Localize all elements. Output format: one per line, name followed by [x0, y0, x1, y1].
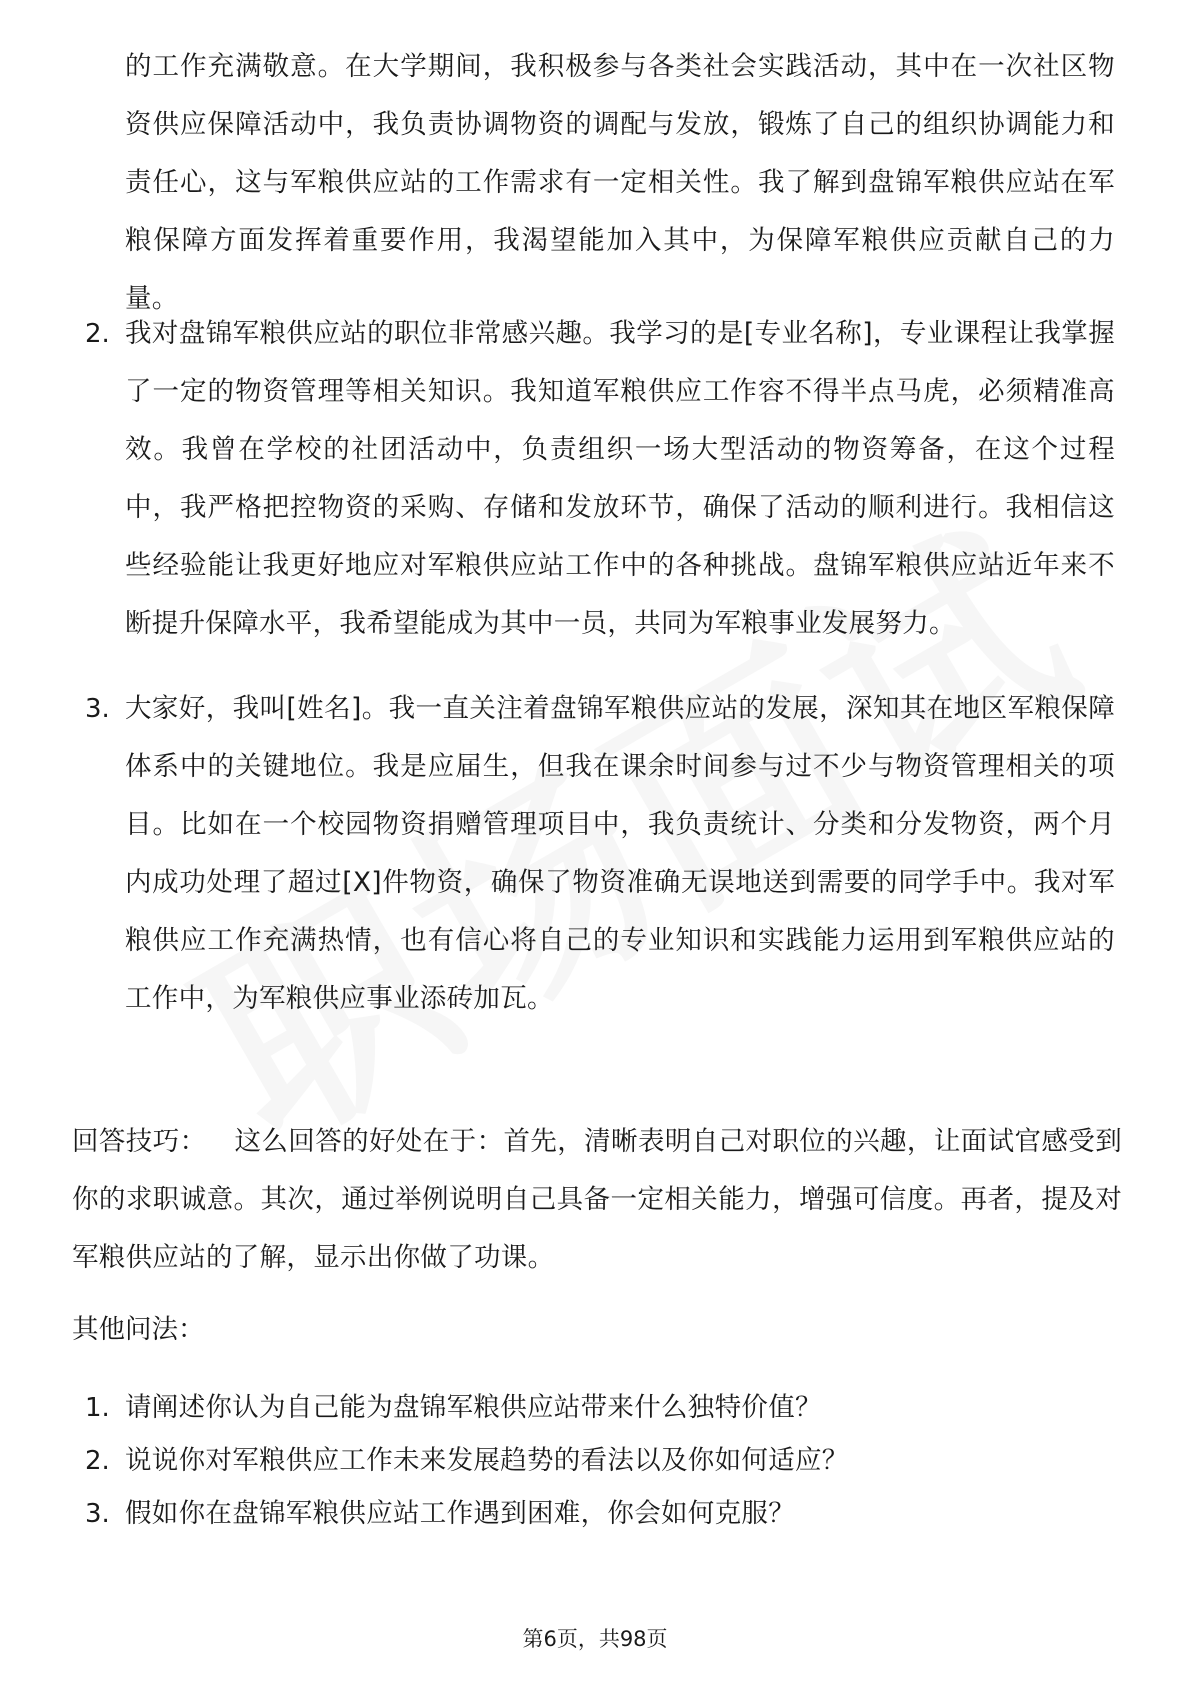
- tip-label: 回答技巧：: [72, 1126, 207, 1157]
- list-item-number: 3.: [85, 694, 110, 724]
- question-item: [0, 1388, 1190, 1428]
- question-text: 请阐述你认为自己能为盘锦军粮供应站带来什么独特价值？: [125, 1392, 822, 1423]
- question-item: [0, 1494, 1190, 1534]
- question-item: [0, 1441, 1190, 1481]
- answer-tip: [72, 1113, 1122, 1287]
- tip-text: 这么回答的好处在于：首先，清晰表明自己对职位的兴趣，让面试官感受到你的求职诚意。其次，通过举例说明自己具备一定相关能力，增强可信度。再者，提及对军粮供应站的了解，显示出你做了功课。: [72, 1126, 1123, 1273]
- question-number: 2.: [85, 1446, 110, 1476]
- other-questions-heading: 其他问法：: [72, 1314, 205, 1345]
- list-item-text: 我对盘锦军粮供应站的职位非常感兴趣。我学习的是[专业名称]，专业课程让我掌握了一定的物资管理等相关知识。我知道军粮供应工作容不得半点马虎，必须精准高效。我曾在学校的社团活动中，负责组织一场大型活动的物资筹备，在这个过程中，我严格把控物资的采购、存储和发放环节，确保了活动的顺利进行。我相信这些经验能让我更好地应对军粮供应站工作中的各种挑战。盘锦军粮供应站近年来不断提升保障水平，我希望能成为其中一员，共同为军粮事业发展努力。: [125, 318, 1115, 639]
- list-item-text: 大家好，我叫[姓名]。我一直关注着盘锦军粮供应站的发展，深知其在地区军粮保障体系中的关键地位。我是应届生，但我在课余时间参与过不少与物资管理相关的项目。比如在一个校园物资捐赠管理项目中，我负责统计、分类和分发物资，两个月内成功处理了超过[X]件物资，确保了物资准确无误地送到需要的同学手中。我对军粮供应工作充满热情，也有信心将自己的专业知识和实践能力运用到军粮供应站的工作中，为军粮供应事业添砖加瓦。: [125, 693, 1115, 1014]
- list-item-text: 的工作充满敬意。在大学期间，我积极参与各类社会实践活动，其中在一次社区物资供应保障活动中，我负责协调物资的调配与发放，锻炼了自己的组织协调能力和责任心，这与军粮供应站的工作需求有一定相关性。我了解到盘锦军粮供应站在军粮保障方面发挥着重要作用，我渴望能加入其中，为保障军粮供应贡献自己的力量。: [125, 51, 1115, 314]
- list-item-number: 2.: [85, 319, 110, 349]
- question-text: 假如你在盘锦军粮供应站工作遇到困难，你会如何克服？: [125, 1498, 795, 1529]
- question-number: 3.: [85, 1499, 110, 1529]
- question-text: 说说你对军粮供应工作未来发展趋势的看法以及你如何适应？: [125, 1445, 849, 1476]
- page-footer: 第6页，共98页: [522, 1627, 668, 1651]
- question-number: 1.: [85, 1393, 110, 1423]
